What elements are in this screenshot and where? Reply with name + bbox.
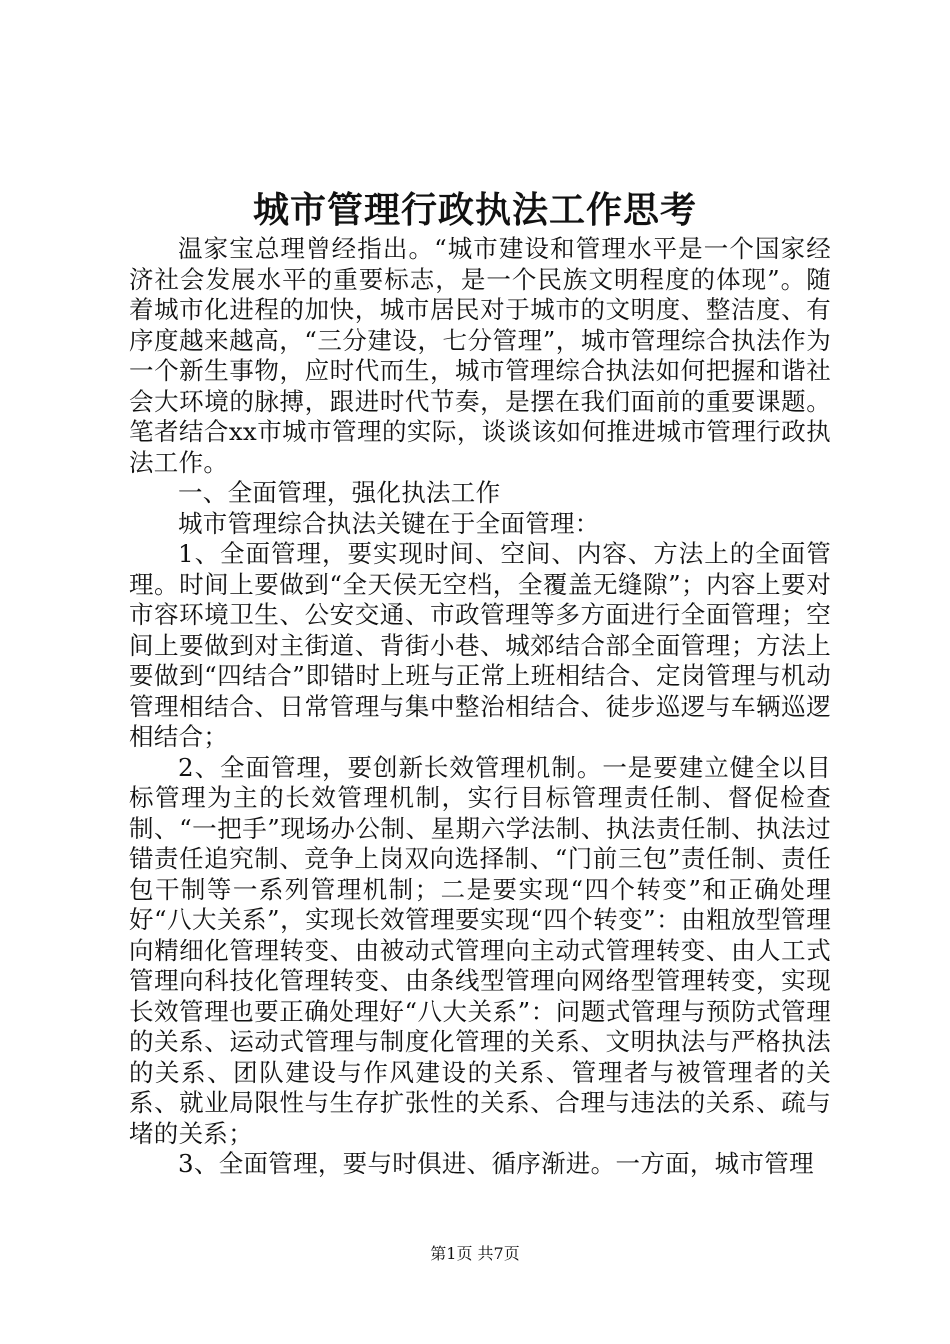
paragraph-item-1: 1、全面管理，要实现时间、空间、内容、方法上的全面管理。时间上要做到“全天侯无空档，全覆盖无缝隙”；内容上要对市容环境卫生、公安交通、市政管理等多方面进行全面管理；空间上要做到对主街道、背街小巷、城郊结合部全面管理；方法上要做到“四结合”即错时上班与正常上班相结合、定岗管理与机动管理相结合、日常管理与集中整治相结合、徒步巡逻与车辆巡逻相结合；: [129, 539, 831, 751]
document-title: 城市管理行政执法工作思考: [252, 189, 697, 231]
paragraph-item-2: 2、全面管理，要创新长效管理机制。一是要建立健全以目标管理为主的长效管理机制，实行目标管理责任制、督促检查制、“一把手”现场办公制、星期六学法制、执法责任制、执法过错责任追究制、竞争上岗双向选择制、“门前三包”责任制、责任包干制等一系列管理机制；二是要实现“四个转变”和正确处理好“八大关系”，实现长效管理要实现“四个转变”：由粗放型管理向精细化管理转变、由被动式管理向主动式管理转变、由人工式管理向科技化管理转变、由条线型管理向网络型管理转变，实现长效管理也要正确处理好“八大关系”：问题式管理与预防式管理的关系、运动式管理与制度化管理的关系、文明执法与严格执法的关系、团队建设与作风建设的关系、管理者与被管理者的关系、就业局限性与生存扩张性的关系、合理与违法的关系、疏与堵的关系；: [129, 752, 831, 1148]
page-footer: 第1页 共7页: [430, 1244, 520, 1263]
section-heading: 一、全面管理，强化执法工作: [178, 478, 501, 507]
paragraph-item-3: 3、全面管理，要与时俱进、循序渐进。一方面，城市管理: [178, 1149, 814, 1178]
paragraph-intro: 温家宝总理曾经指出。“城市建设和管理水平是一个国家经济社会发展水平的重要标志，是一个民族文明程度的体现”。随着城市化进程的加快，城市居民对于城市的文明度、整洁度、有序度越来越高，“三分建设，七分管理”，城市管理综合执法作为一个新生事物，应时代而生，城市管理综合执法如何把握和谐社会大环境的脉搏，跟进时代节奏，是摆在我们面前的重要课题。笔者结合xx市城市管理的实际，谈谈该如何推进城市管理行政执法工作。: [129, 234, 832, 477]
paragraph-lead: 城市管理综合执法关键在于全面管理：: [178, 508, 600, 538]
document-body: [129, 234, 831, 1180]
